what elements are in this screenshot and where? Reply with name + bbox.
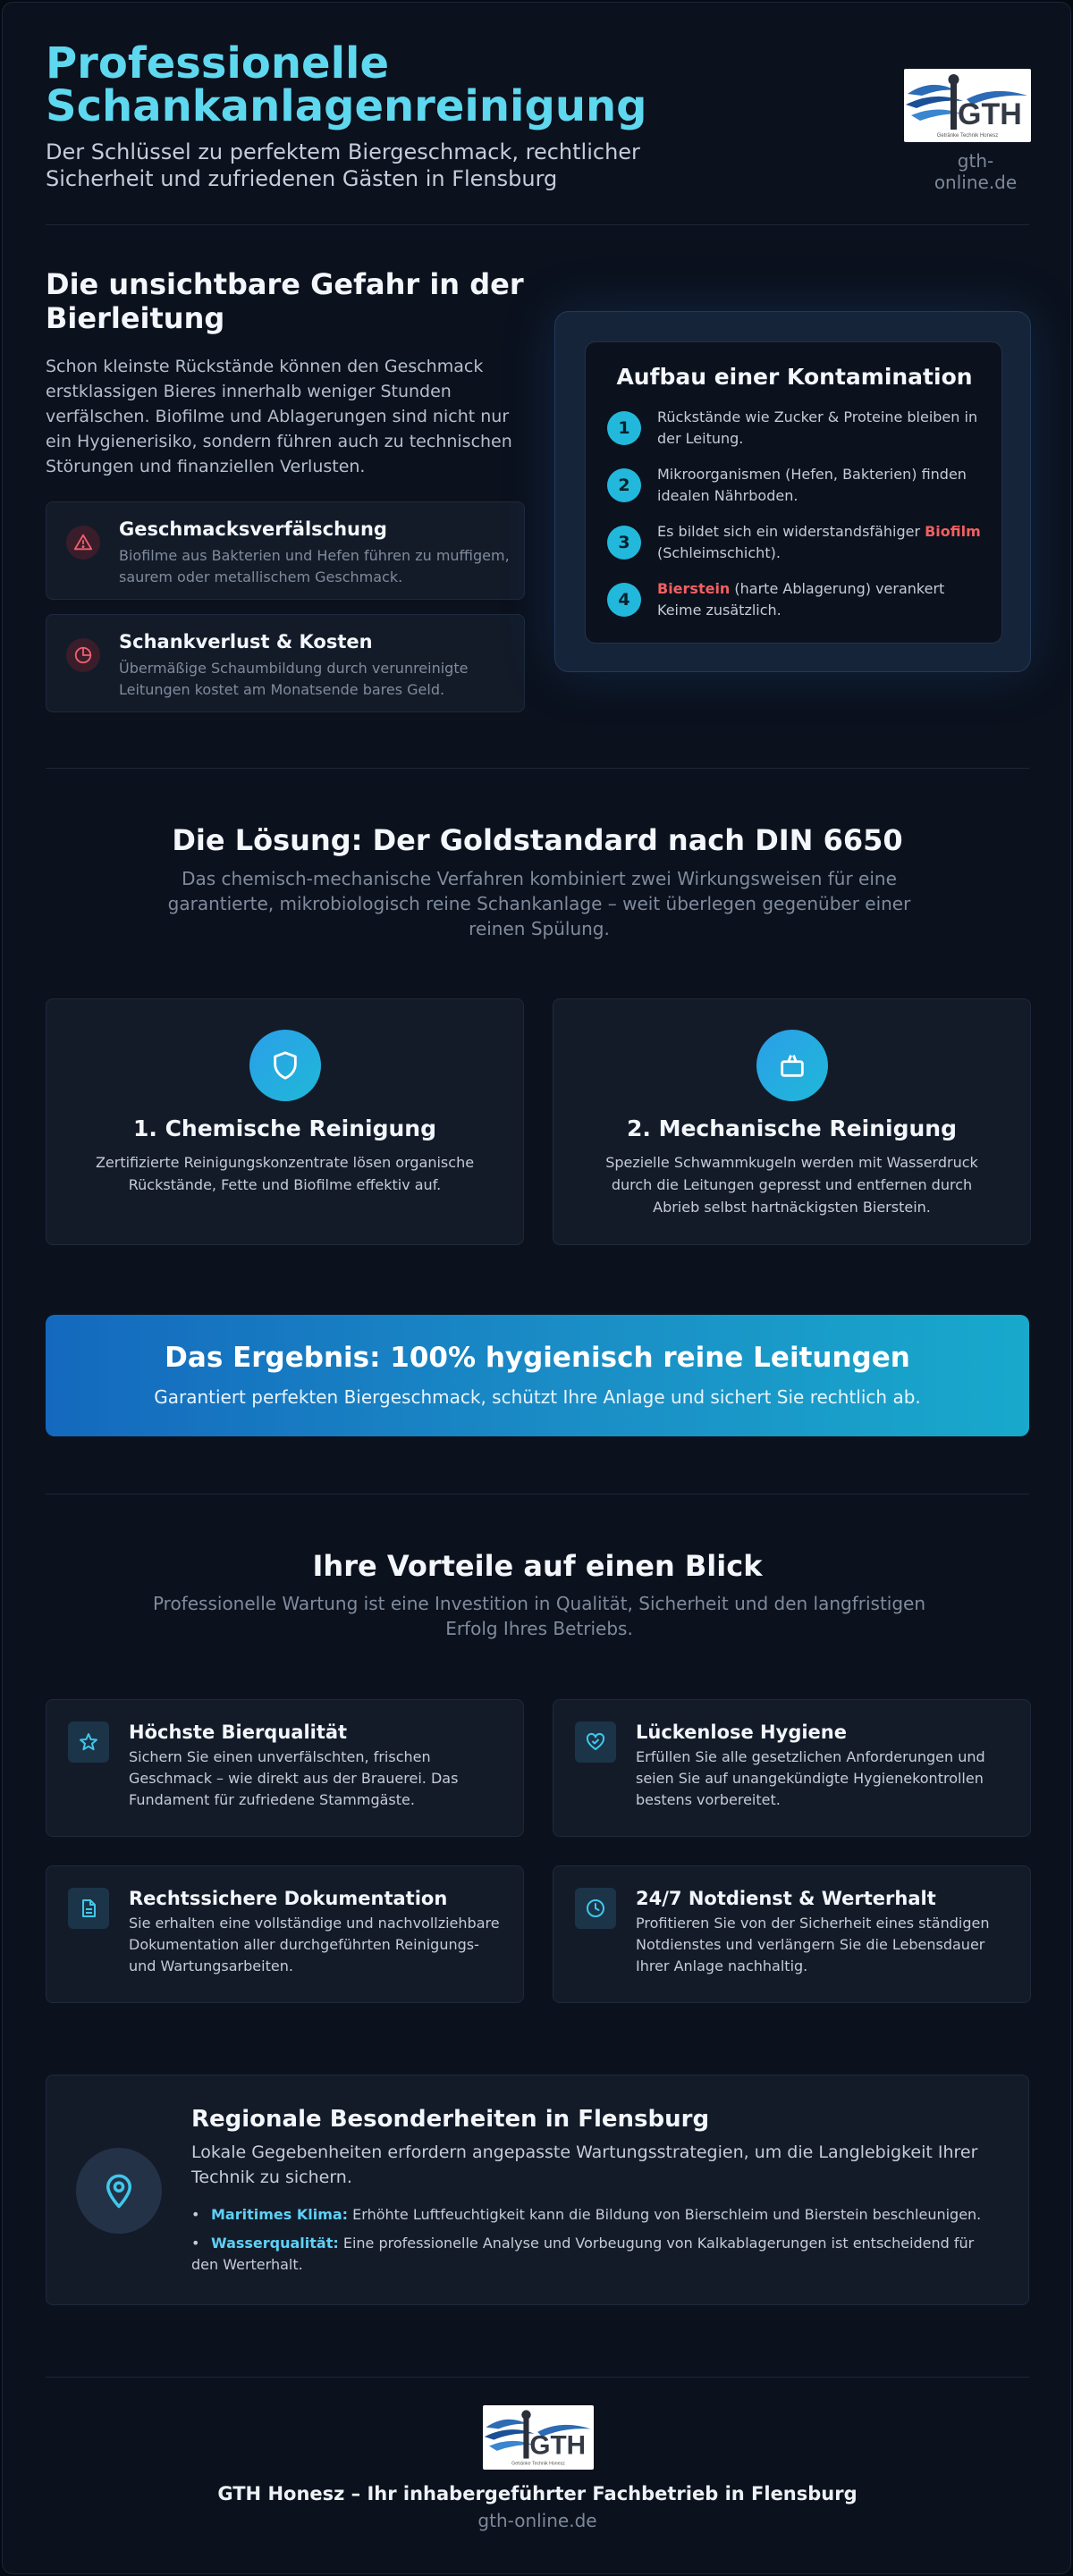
benefit-card — [553, 1865, 1031, 2003]
benefit-text: Erfüllen Sie alle gesetzlichen Anforderungen und seien Sie auf unangekündigte Hygienekontrollen bestens vorbereitet. — [636, 1748, 985, 1808]
result-text: Garantiert perfekten Biergeschmack, schützt Ihre Anlage und sichert Sie rechtlich ab. — [154, 1386, 921, 1408]
danger-title: Die unsichtbare Gefahr in der Bierleitung — [46, 267, 524, 335]
divider — [46, 224, 1029, 225]
benefit-card — [46, 1699, 524, 1837]
benefit-title: Lückenlose Hygiene — [636, 1722, 847, 1743]
method-card — [553, 998, 1031, 1245]
benefits-title: Ihre Vorteile auf einen Blick — [312, 1549, 763, 1583]
method-card — [46, 998, 524, 1245]
warning-triangle-icon — [66, 526, 100, 560]
benefits-text: Professionelle Wartung ist eine Investition in Qualität, Sicherheit und den langfristigen Erfolg Ihres Betriebs. — [152, 1593, 926, 1639]
benefit-card — [46, 1865, 524, 2003]
logo-tagline: Getränke Technik Honesz — [511, 2461, 565, 2467]
step-number: 2 — [607, 468, 641, 502]
page-frame — [2, 2, 1071, 2574]
footer-gth-logo — [483, 2405, 594, 2470]
risk-card — [46, 614, 525, 712]
result-title: Das Ergebnis: 100% hygienisch reine Leitungen — [165, 1342, 910, 1374]
method-text: Spezielle Schwammkugeln werden mit Wasserdruck durch die Leitungen gepresst und entfernen durch Abrieb selbst hartnäckigsten Bierstein. — [605, 1154, 978, 1216]
benefit-text: Sie erhalten eine vollständige und nachvollziehbare Dokumentation aller durchgeführten Reinigungs- und Wartungsarbeiten. — [129, 1915, 500, 1974]
region-list-item: • Maritimes Klima: Erhöhte Luftfeuchtigkeit kann die Bildung von Bierschleim und Bierstein beschleunigen. — [191, 2206, 982, 2223]
danger-text: Schon kleinste Rückstände können den Geschmack erstklassigen Bieres innerhalb weniger Stunden verfälschen. Biofilme und Ablagerungen sind nicht nur ein Hygienerisiko, sondern führen auch zu technischen Störungen und finanziellen Verlusten. — [46, 357, 512, 476]
step-text: Mikroorganismen (Hefen, Bakterien) finden idealen Nährboden. — [657, 466, 967, 504]
method-text: Zertifizierte Reinigungskonzentrate lösen organische Rückstände, Fette und Biofilme effektiv auf. — [95, 1154, 475, 1193]
divider — [46, 768, 1029, 769]
risk-card — [46, 501, 525, 600]
benefit-card — [553, 1699, 1031, 1837]
step-number: 1 — [607, 411, 641, 445]
header-site-url[interactable]: gth-online.de — [934, 150, 1018, 193]
logo-text: GTH — [958, 97, 1022, 131]
star-icon — [68, 1722, 109, 1763]
risk-text: Biofilme aus Bakterien und Hefen führen zu muffigem, saurem oder metallischem Geschmack. — [119, 547, 510, 585]
step-number: 3 — [607, 526, 641, 560]
region-title: Regionale Besonderheiten in Flensburg — [191, 2106, 710, 2133]
contamination-title: Aufbau einer Kontamination — [616, 364, 973, 390]
divider — [46, 2377, 1029, 2378]
region-text: Lokale Gegebenheiten erfordern angepasste Wartungsstrategien, um die Langlebigkeit Ihrer Technik zu sichern. — [191, 2142, 978, 2187]
biofilm-highlight: Biofilm — [925, 523, 981, 540]
shield-icon — [249, 1030, 321, 1101]
benefit-text: Profitieren Sie von der Sicherheit eines ständigen Notdienstes und verlängern Sie die Lebensdauer Ihrer Anlage nachhaltig. — [636, 1915, 990, 1974]
map-pin-icon — [76, 2148, 162, 2234]
contamination-panel — [554, 311, 1031, 672]
solution-text: Das chemisch-mechanische Verfahren kombiniert zwei Wirkungsweisen für eine garantierte, mikrobiologisch reine Schankanlage – weit überlegen gegenüber einer reinen Spülung. — [167, 868, 911, 939]
logo-text: GTH — [529, 2430, 587, 2461]
heart-check-icon — [575, 1722, 616, 1763]
footer-title: GTH Honesz – Ihr inhabergeführter Fachbetrieb in Flensburg — [217, 2483, 858, 2504]
clock-icon — [575, 1888, 616, 1929]
gth-logo — [904, 69, 1031, 142]
benefit-title: Höchste Bierqualität — [129, 1722, 348, 1743]
solution-title: Die Lösung: Der Goldstandard nach DIN 6650 — [172, 823, 903, 857]
region-card — [46, 2075, 1029, 2305]
page-title: Professionelle Schankanlagenreinigung — [46, 38, 647, 131]
method-title: 2. Mechanische Reinigung — [627, 1115, 957, 1141]
benefit-text: Sichern Sie einen unverfälschten, frischen Geschmack – wie direkt aus der Brauerei. Das Fundament für zufriedene Stammgäste. — [129, 1748, 459, 1808]
page-subtitle: Der Schlüssel zu perfektem Biergeschmack, rechtlicher Sicherheit und zufriedenen Gästen in Flensburg — [46, 139, 640, 191]
contamination-card — [585, 341, 1002, 644]
step-number: 4 — [607, 583, 641, 617]
result-banner — [46, 1315, 1029, 1436]
risk-title: Schankverlust & Kosten — [119, 631, 373, 652]
footer-site-url[interactable]: gth-online.de — [477, 2510, 597, 2531]
bierstein-highlight: Bierstein — [657, 580, 731, 597]
step-text: Bierstein (harte Ablagerung) verankert Keime zusätzlich. — [657, 580, 945, 619]
risk-title: Geschmacksverfälschung — [119, 518, 387, 540]
benefit-title: Rechtssichere Dokumentation — [129, 1888, 448, 1909]
logo-tagline: Getränke Technik Honesz — [936, 133, 999, 139]
risk-text: Übermäßige Schaumbildung durch verunreinigte Leitungen kostet am Monatsende bares Geld. — [119, 660, 469, 698]
document-icon — [68, 1888, 109, 1929]
pie-chart-icon — [66, 638, 100, 672]
step-text: Rückstände wie Zucker & Proteine bleiben in der Leitung. — [657, 408, 978, 447]
benefit-title: 24/7 Notdienst & Werterhalt — [636, 1888, 936, 1909]
region-list-item: • Wasserqualität: Eine professionelle Analyse und Vorbeugung von Kalkablagerungen ist entscheidend für den Werterhalt. — [191, 2235, 975, 2273]
method-title: 1. Chemische Reinigung — [132, 1115, 436, 1141]
basket-icon — [756, 1030, 828, 1101]
step-text: Es bildet sich ein widerstandsfähiger Biofilm (Schleimschicht). — [657, 523, 981, 561]
